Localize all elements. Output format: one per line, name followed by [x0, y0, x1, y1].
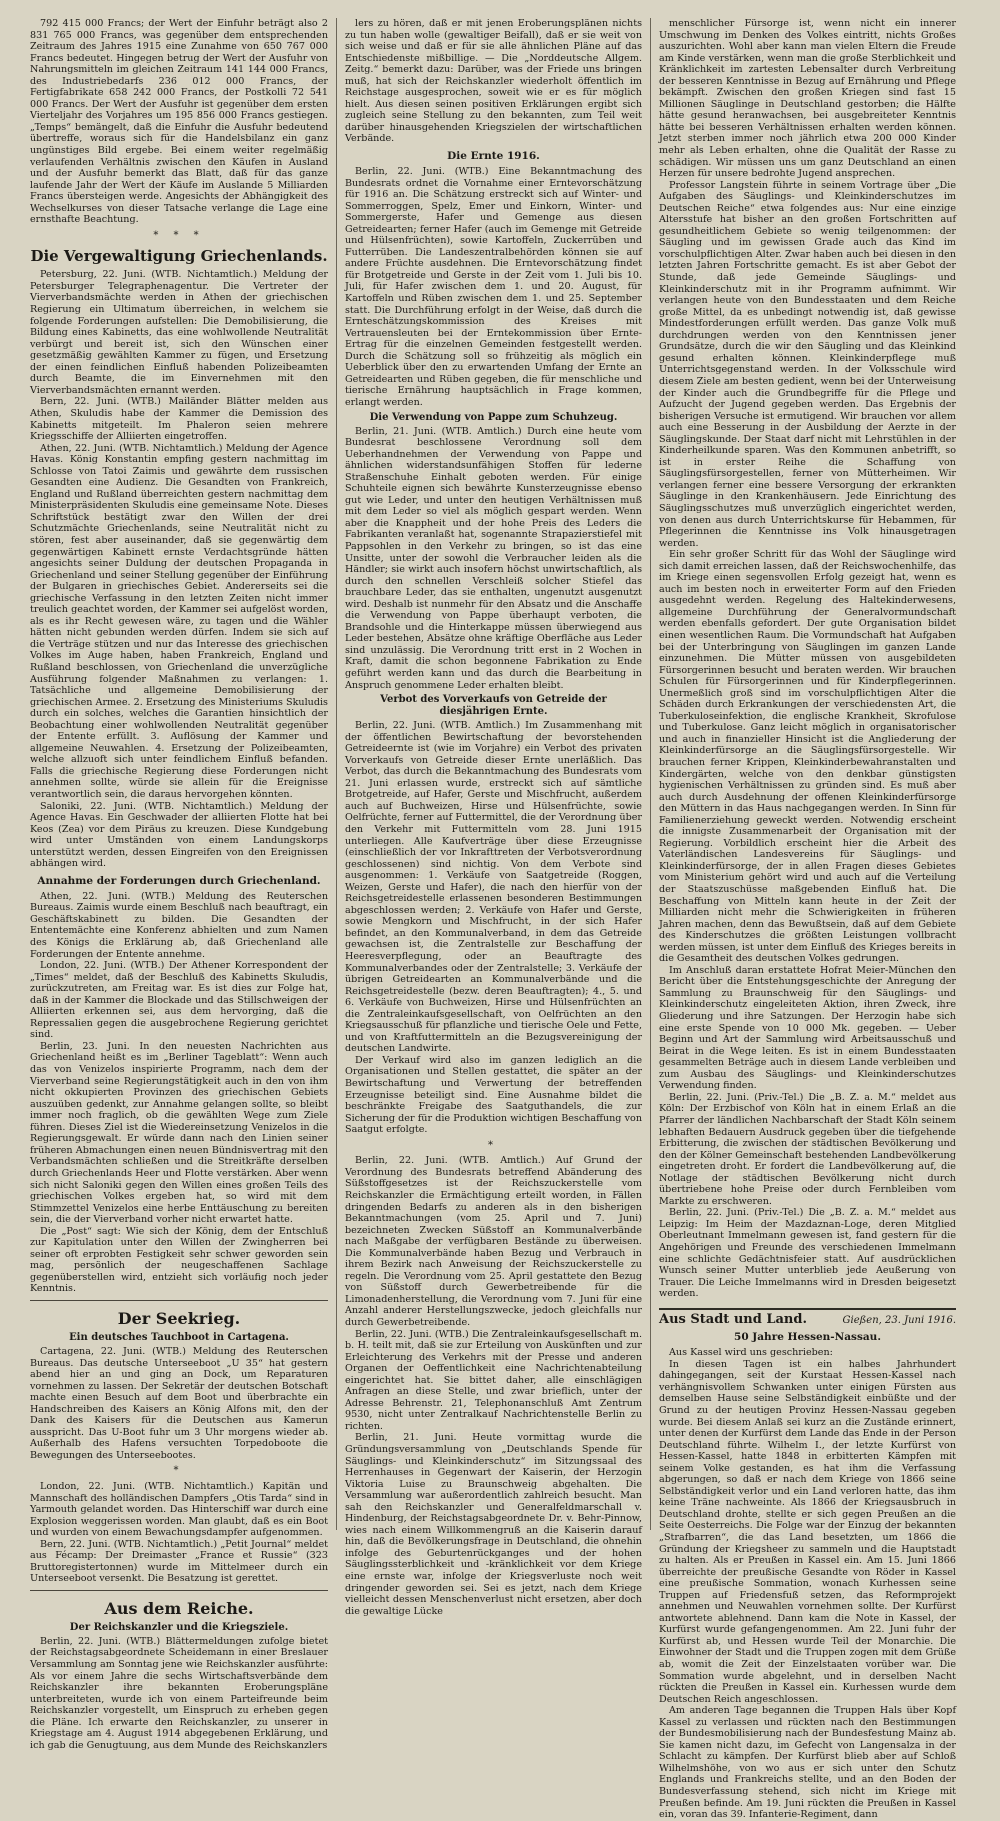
column-3 [650, 18, 964, 1821]
article-text: Athen, 22. Juni. (WTB. Nichtamtlich.) Meldung der Agence Havas. König Konstantin empfing gestern nachmittag im Schlosse von Tatoi Zaimis und gewährte dem russischen Gesandten eine Audienz. Die Gesandten von Frankreich, England und Rußland überreichten gestern nachmittag dem Ministerpräsidenten Skuludis eine gemeinsame Note. Dieses Schriftstück bestätigt zwar den Willen der drei Schutzmächte Griechenlands, seine Neutralität nicht zu stören, fest aber auseinander, daß sie gegenwärtig dem gegenwärtigen Kabinett ernste Verdachtsgründe hätten angesichts seiner Duldung der deutschen Propaganda in Griechenland und seiner Stellung gegenüber der Einführung der Bulgaren in griechisches Gebiet. Andererseits sei die griechische Verfassung in den letzten Zeiten nicht immer treulich geachtet worden, der Kammer sei aufgelöst worden, als es ihr Recht gewesen wäre, zu tagen und die Wähler hätten nicht gebunden werden dürfen. Indem sie sich auf die Verträge stützen und nur das Interesse des griechischen Volkes im Auge haben, haben Frankreich, England und Rußland beschlossen, von Griechenland die unverzügliche Ausführung folgender Maßnahmen zu verlangen: 1. Tatsächliche und allgemeine Demobilisierung der griechischen Armee. 2. Ersetzung des Ministeriums Skuludis durch ein solches, welches die Garantien hinsichtlich der Beobachtung einer wohlwollenden Neutralität gegenüber der Entente erfüllt. 3. Auflösung der Kammer und allgemeine Neuwahlen. 4. Ersetzung der Polizeibeamten, welche allzuoft sich unter feindlichem Einfluß befanden. Falls die griechische Regierung diese Forderungen nicht annehmen sollte, würde sie allein für die Ereignisse verantwortlich sein, die daraus hervorgehen könnten. [30, 442, 328, 800]
headline: 50 Jahre Hessen-Nassau. [734, 1331, 881, 1344]
article-text: London, 22. Juni. (WTB. Nichtamtlich.) Kapitän und Mannschaft des holländischen Dampfers „Otis Tarda“ sind in Yarmouth gelandet worden. Das Hinterschiff war durch eine Explosion weggerissen worden. Man glaubt, daß es ein Boot und wurden von einem Bewachungsdampfer aufgenommen. [30, 1480, 328, 1539]
article-text: Berlin, 22. Juni. (WTB. Amtlich.) Auf Grund der Verordnung des Bundesrats betreffend Abänderung des Süßstoffgesetzes ist der Reichszuckerstelle vom Reichskanzler die Ermächtigung erteilt worden, in Fällen dringenden Bedarfs zu anderen als in den bisherigen Bekanntmachungen (vom 25. April und 7. Juni) bezeichneten Zwecken Süßstoff an Kommunalverbände nach Maßgabe der verfügbaren Bestände zu überweisen. Die Kommunalverbände haben Bezug und Verbrauch in ihrem Bezirk nach Anweisung der Reichszuckerstelle zu regeln. Die Verordnung vom 25. April gestattete den Bezug von Süßstoff durch Gewerbetreibende für die Limonadenherstellung, die Verordnung vom 7. Juni für eine Anzahl anderer Herstellungszwecke, jedoch gleichfalls nur durch Gewerbetreibende. [345, 1155, 642, 1328]
section-separator: * [173, 1465, 185, 1477]
article-text: 792 415 000 Francs; der Wert der Einfuhr beträgt also 2 831 765 000 Francs, was gegenüber dem entsprechenden Zeitraum des Jahres 1915 eine Zunahme von 650 767 000 Francs bedeutet. Hingegen betrug der Wert der Ausfuhr von Nahrungsmitteln im gleichen Zeitraum 141 144 000 Francs, des Industriebedarfs 236 012 000 Francs, der Fertigfabrikate 658 242 000 Francs, der Postkolli 72 541 000 Francs. Der Wert der Ausfuhr ist gegenüber dem ersten Vierteljahr des Vorjahres um 195 856 000 Francs gestiegen. „Temps“ bemängelt, daß die Einfuhr die Ausfuhr bedeutend übertreffe, woraus sich für die Handelsbilanz ein ganz ungünstiges Bild ergebe. Bei einem weiter regelmäßig verlaufenden Verhältnis zwischen den Käufen in Ausland und der Ausfuhr bemerkt das Blatt, daß für das ganze laufende Jahr der Wert der Käufe im Auslande 5 Milliarden Francs übersteigen werde. Angesichts der Abhängigkeit des Wechselkurses von dieser Tatsache verlange die Lage eine ernsthafte Beachtung. [30, 18, 328, 226]
article-text: Berlin, 22. Juni. (WTB. Amtlich.) Im Zusammenhang mit der öffentlichen Bewirtschaftung der bevorstehenden Getreideernte ist (wie im Vorjahre) ein Verbot des privaten Vorverkaufs von Getreide dieser Ernte unerläßlich. Das Verbot, das durch die Bekanntmachung des Bundesrats vom 21. Juni erlassen wurde, erstreckt sich auf sämtliche Brotgetreide, auf Hafer, Gerste und Mischfrucht, außerdem auch auf Buchweizen, Hirse und Hülsenfrüchte, sowie Oelfrüchte, ferner auf Futtermittel, die der Verordnung über den Verkehr mit Futtermitteln vom 28. Juni 1915 unterliegen. Alle Kaufverträge über diese Erzeugnisse (einschließlich der vor Inkrafttreten der Verbotsverordnung geschlossenen) sind nichtig. Von dem Verbote sind ausgenommen: 1. Verkäufe von Saatgetreide (Roggen, Weizen, Gerste und Hafer), die nach den hierfür von der Reichsgetreidestelle erlassenen besonderen Bestimmungen abgeschlossen werden; 2. Verkäufe von Hafer und Gerste, sowie Mengkorn und Mischfrucht, in der sich Hafer befindet, an den Kommunalverband, in dem das Getreide gewachsen ist, die Zentralstelle zur Beschaffung der Heeresverpflegung, oder an Beauftragte des Kommunalverbandes oder der Zentralstelle; 3. Verkäufe der übrigen Getreidearten an Kommunalverbände und die Reichsgetreidestelle (bezw. deren Beauftragten); 4., 5. und 6. Verkäufe von Buchweizen, Hirse und Hülsenfrüchten an die Zentraleinkaufsgesellschaft, von Oelfrüchten an den Kriegsausschuß für pflanzliche und tierische Oele und Fette, und von Kraftfuttermitteln an die Bezugsvereinigung der deutschen Landwirte. [345, 720, 642, 1055]
article-text: Berlin, 22. Juni. (Priv.-Tel.) Die „B. Z. a. M.“ meldet aus Leipzig: Im Heim der Mazdaznan-Loge, deren Mitglied Oberleutnant Immelmann gewesen ist, fand gestern für die Angehörigen und Freunde des verschiedenen Immelmann eine schlichte Gedächtnisfeier statt. Auf ausdrücklichen Wunsch seiner Mutter unterblieb jede Aeußerung von Trauer. Die Leiche Immelmanns wird in Dresden beigesetzt werden. [659, 1207, 956, 1300]
section-header [659, 1311, 956, 1327]
article-text: Professor Langstein führte in seinem Vortrage über „Die Aufgaben des Säuglings- und Kleinkinderschutzes im Deutschen Reiche“ etwa folgendes aus: Nur eine einzige Altersstufe hat bisher an den großen Fortschritten auf gesundheitlichem Gebiete so wenig teilgenommen: der Säugling und im gewissen Grade auch das Kind im vorschulpflichtigen Alter. Zwar haben auch bei diesen in den letzten Jahren Fortschritte gemacht. Es ist aber Gebot der Stunde, daß jede Gemeinde Säuglings- und Kleinkinderschutz mit in ihr Programm aufnimmt. Wir verlangen heute von den Bundesstaaten und dem Reiche große Mittel, da es unbedingt notwendig ist, daß gewisse Mindestforderungen erfüllt werden. Das ganze Volk muß durchdrungen werden von den Kenntnissen jener Grundsätze, durch die wir den Säugling und das Kleinkind gesund erhalten können. Kleinkinderpflege muß Unterrichtsgegenstand werden. In der Volksschule wird diesem Ziele am besten gedient, wenn bei der Unterweisung der Kinder auch die Grundbegriffe für die Pflege und Aufzucht der Jugend gegeben werden. Das Ergebnis der bisherigen Versuche ist ermutigend. Wir brauchen vor allem auch eine Besserung in der Ausbildung der Aerzte in der Säuglingskunde. Der Staat darf nicht mit Lehrstühlen in der Kinderheilkunde sparen. Was den Kommunen anbetrifft, so ist in erster Reihe die Schaffung von Säuglingsfürsorgestellen, ferner von Mütterheimen. Wir verlangen ferner eine bessere Versorgung der erkrankten Säuglinge in den Krankenhäusern. Jede Einrichtung des Säuglingsschutzes muß unverzüglich eingerichtet werden, von denen aus durch Unterrichtskurse für Hebammen, für Pflegerinnen die Kenntnisse ins Volk hinausgetragen werden. [659, 179, 956, 549]
article-text: Berlin, 22. Juni. (WTB.) Blättermeldungen zufolge bietet der Reichstagsabgeordnete Scheidemann in einer Breslauer Versammlung am Sonntag jene wie Reichskanzler ausführte: Als vor einem Jahre die sechs Wirtschaftsverbände dem Reichskanzler ihre bekannten Eroberungspläne unterbreiteten, wurde ich von einem Parteifreunde beim Reichskanzler vorgestellt, um Einspruch zu erheben gegen die Pläne. Ich erwarte den Reichskanzler, zu unserer in Kriegstage am 4. August 1914 abgegebenen Erklärung, und ich gab die Genugtuung, aus dem Munde des Reichskanzlers [30, 1635, 328, 1751]
article-text: Berlin, 21. Juni. Heute vormittag wurde die Gründungsversammlung von „Deutschlands Spende für Säuglings- und Kleinkinderschutz“ im Sitzungssaal des Herrenhauses in Gegenwart der Kaiserin, der Herzogin Viktoria Luise zu Braunschweig abgehalten. Die Versammlung war außerordentlich zahlreich besucht. Man sah den Reichskanzler und Generalfeldmarschall v. Hindenburg, der Reichstagsabgeordnete Dr. v. Behr-Pinnow, wies nach einem Willkommengruß an die Kaiserin darauf hin, daß die Bevölkerungsfrage in Deutschland, die ohnehin infolge des Geburtenrückganges und der hohen Säuglingssterblichkeit und -kränklichkeit vor dem Kriege eine ernste war, infolge der Kriegsverluste noch weit dringender geworden sei. Sei es jetzt, nach dem Kriege vielleicht dessen Menschenverlust nicht ersetzen, aber doch die gewaltige Lücke [345, 1432, 642, 1617]
article-text: Berlin, 22. Juni. (Priv.-Tel.) Die „B. Z. a. M.“ meldet aus Köln: Der Erzbischof von Köln hat in einem Erlaß an die Pfarrer der ländlichen Nachbarschaft der Stadt Köln seinem lebhaften Bedauern Ausdruck gegeben über die tiefgehende Erbitterung, die zwischen der städtischen Bevölkerung und den der Kölner Gemeinschaft bestehenden Landbevölkerung eingetreten droht. Er fordert die Landbevölkerung auf, die Notlage der städtischen Bevölkerung nicht durch übertriebene hohe Preise oder durch Fernbleiben vom Markte zu erschweren. [659, 1091, 956, 1207]
article-text: Berlin, 22. Juni. (WTB.) Die Zentraleinkaufsgesellschaft m. b. H. teilt mit, daß sie zur Erteilung von Auskünften und zur Erleichterung des Verkehrs mit der Presse und anderen Organen der Oeffentlichkeit eine Nachrichtenabteilung eingerichtet hat. Sie bittet daher, alle einschlägigen Anfragen an diese Stelle, und zwar brieflich, unter der Adresse Behrenstr. 21, Telephonanschluß Amt Zentrum 9530, nicht unter Zentralkauf Nachrichtenstelle Berlin zu richten. [345, 1328, 642, 1432]
dateline: Gießen, 23. Juni 1916. [842, 1314, 956, 1326]
article-text: In diesen Tagen ist ein halbes Jahrhundert dahingegangen, seit der Kurstaat Hessen-Kassel nach verhängnisvollem Schwanken unter einigen Fürsten aus demselben Hause seine Selbständigkeit einbüßte und der Grund zu der heutigen Provinz Hessen-Nassau gegeben wurde. Bei diesem Anlaß sei kurz an die Zustände erinnert, unter denen der Kurfürst dem Lande das Ende in der Person Deutschland führte. Wilhelm I., der letzte Kurfürst von Hessen-Kassel, hatte 1848 in erbitterten Kämpfen mit seinem Volke gestanden, es hat ihm die Verfassung abgerungen, so daß er nach dem Kriege von 1866 seine Selbständigkeit verlor und ein Land verloren hatte, das ihm keine Träne nachweinte. Als 1866 der Kriegsausbruch in Deutschland drohte, stellte er sich gegen Preußen an die Seite Oesterreichs. Die Folge war der Einzug der bekannten „Strafbarren“, die das Land besetzten, um 1866 die Gründung der Kriegsheer zu sammeln und die Hauptstadt zu halten. Als er Preußen in Kassel ein. Am 15. Juni 1866 überreichte der preußische Gesandte von Röder in Kassel eine preußische Sommation, wonach Kurhessen seine Truppen auf Friedensfuß setzen, das Reformprojekt annehmen und Neuwahlen vornehmen sollte. Der Kurfürst antwortete ablehnend. Dann kam die Note in Kassel, der Kurfürst wurde gefangengenommen. Am 22. Juni fuhr der Kurfürst ab, und Hessen wurde Teil der Monarchie. Die Einwohner der Stadt und die Truppen zogen mit dem Grüße ab, womit die Zeit der Einzelstaaten vorüber war. Die Sommation wurde abgelehnt, und in derselben Nacht rückten die Preußen in Kassel ein. Kurhessen wurde dem Deutschen Reich angeschlossen. [659, 1358, 956, 1705]
subheadline: Ein deutsches Tauchboot in Cartagena. [69, 1331, 289, 1343]
article-text: Bern, 22. Juni. (WTB.) Mailänder Blätter melden aus Athen, Skuludis habe der Kammer die Demission des Kabinetts mitgeteilt. Im Phaleron seien mehrere Kriegsschiffe der Alliierten eingetroffen. [30, 396, 328, 443]
article-text: Berlin, 21. Juni. (WTB. Amtlich.) Durch eine heute vom Bundesrat beschlossene Verordnung soll dem Ueberhandnehmen der Verwendung von Pappe und ähnlichen widerstandsunfähigen Stoffen für lederne Straßenschuhe Einhalt geboten werden. Für einige Schuhteile eignen sich bewährte Kunsterzeugnisse ebenso gut wie Leder, und unter den heutigen Verhältnissen muß mit dem Leder so viel als möglich gespart werden. Wenn aber die Knappheit und der hohe Preis des Leders die Fabrikanten veranlaßt hat, sogenannte Strapazierstiefel mit Pappsohlen in den Verkehr zu bringen, so ist das eine Unsitte, unter der sowohl die Verbraucher leiden als die Händler; sie wirkt auch insofern höchst unwirtschaftlich, als durch den schnellen Verschleiß solcher Stiefel das brauchbare Leder, das sie enthalten, ungenutzt ausgenutzt wird. Deshalb ist nunmehr für den Absatz und die Anschaffe die Verwendung von Pappe überhaupt verboten, die Brandsohle und die Hinterkappe müssen überwiegend aus Leder bestehen, Absätze ohne kräftige Oberfläche aus Leder sind unzulässig. Die Verordnung tritt erst in 2 Wochen in Kraft, damit die schon begonnene Fabrikation zu Ende geführt werden kann und das durch die Bearbeitung in Anspruch genommene Leder erhalten bleibt. [345, 425, 642, 691]
section-title: Aus Stadt und Land. [659, 1311, 807, 1327]
subheadline: Die Verwendung von Pappe zum Schuhzeug. [369, 411, 618, 423]
section-separator: * [488, 1139, 499, 1151]
article-text: Im Anschluß daran erstattete Hofrat Meier-München den Bericht über die Entstehungsgeschichte der Anregung der Sammlung zu Braunschweig für den Säuglings- und Kleinkinderschutz eingeleiteten Aktion, ihren Zweck, ihre Gliederung und ihre Satzungen. Der Herzogin habe sich eine erste Spende von 10 000 Mk. gegeben. — Ueber Beginn und Art der Sammlung wird Arbeitsausschuß und Beirat in die Wege leiten. Es ist in einem Bundesstaaten gesammelten Beträge auch in diesem Lande verbleiben und zum Ausbau des Säuglings- und Kleinkinderschutzes Verwendung finden. [659, 964, 956, 1092]
headline: Die Vergewaltigung Griechenlands. [30, 247, 328, 266]
article-text: Berlin, 23. Juni. In den neuesten Nachrichten aus Griechenland heißt es im „Berliner Tageblatt“: Wenn auch das von Venizelos inspirierte Programm, nach dem der Vierverband seine Regierungstätigkeit auch in den von ihm nicht okkupierten Provinzen des griechischen Gebiets auszuüben gedenkt, zur Annahme gelangen sollte, so bleibt immer noch fraglich, ob die gewählten Wege zum Ziele führen. Dieses Ziel ist die Wiedereinsetzung Venizelos in die Regierungsgewalt. Er würde dann nach den Linien seiner früheren Abmachungen einen neuen Bündnisvertrag mit den Verbandsmächten schließen und die Streitkräfte derselben durch Griechenlands Heer und Flotte verstärken. Aber wenn sich nicht Saloniki gegen den Willen eines großen Teils des griechischen Volkes ergeben hat, so wird mit dem Stimmzettel Venizelos eine herbe Enttäuschung zu bereiten sein, die der Vierverband vorher nicht erwartet hatte. [30, 1040, 328, 1226]
column-2 [336, 18, 650, 1617]
section-headline: Der Seekrieg. [117, 1308, 241, 1328]
article-text: London, 22. Juni. (WTB.) Der Athener Korrespondent der „Times“ meldet, daß der Beschluß des Kabinetts Skuludis, zurückzutreten, am Freitag war. Es ist dies zur Folge hat, daß in der Kammer die Blockade und das Stillschweigen der Alliierten erkennen sei, aus dem hervorging, daß die Repressalien gegen die ausgebrochene Regierung gerichtet sind. [30, 960, 328, 1041]
divider [30, 1590, 328, 1591]
article-text: Ein sehr großer Schritt für das Wohl der Säuglinge wird sich damit erreichen lassen, daß der Reichswochenhilfe, das im Kriege einen segensvollen Erfolg gezeigt hat, wenn es auch im besten noch in erweiterter Form auf den Frieden ausgedehnt werden. Regelung des Haltekinderwesens, allgemeine Durchführung der Generalvormundschaft werden ebenfalls gefordert. Der gute Organisation bildet einen wesentlichen Raum. Die Vormundschaft hat Aufgaben bei der Unterbringung von Säuglingen im ganzen Lande einzunehmen. Die Mütter müssen von ausgebildeten Fürsorgerinnen besucht und beraten werden. Wir brauchen Schulen für Fürsorgerinnen und für Kinderpflegerinnen. Unermeßlich groß sind im vorschulpflichtigen Alter die Schäden durch Erkrankungen der verschiedensten Art, die Tuberkuloseinfektion, die englische Krankheit, Skrofulose und Tuberkulose. Ganz leicht möglich in organisatorischer und auch in finanzieller Hinsicht ist die Angliederung der Kleinkinderfürsorge an die Säuglingsfürsorgestelle. Wir brauchen ferner Krippen, Kleinkinderbewahranstalten und Kindergärten, welche von den denkbar günstigsten hygienischen Verhältnissen zu gründen sind. Es muß aber auch durch Ausdehnung der offenen Kleinkinderfürsorge den Müttern in das Haus nachgegangen werden. In Sinn für Familienerziehung geweckt werden. Notwendig erscheint die innigste Zusammenarbeit der Organisation mit der Regierung. Vorbildlich erscheint hier die Arbeit des Vaterländischen Landesvereins für Säuglings- und Kleinkinderfürsorge, der in allen Fragen dieses Gebietes vom Ministerium gehört wird und auch auf die Verteilung der Staatszuschüsse maßgebenden Einfluß hat. Die Beschaffung von Mitteln kann heute in der Zeit der Milliarden nicht mehr die Schwierigkeiten in früheren Jahren machen, denn das Bewußtsein, daß auf dem Gebiete des Kinderschutzes die größten Leistungen vollbracht werden müssen, ist unter dem Einfluß des Krieges bereits in die Gesamtheit des deutschen Volkes gedrungen. [659, 549, 956, 965]
article-text: Am anderen Tage begannen die Truppen Hals über Kopf Kassel zu verlassen und rückten nach den Bestimmungen der Bundesmobilisierung nach der Bundesfestung Mainz ab. Sie kamen nicht dazu, im Gefecht von Langensalza in der Schlacht zu kämpfen. Der Kurfürst blieb aber auf Schloß Wilhelmshöhe, von wo aus er sich unter den Schutz Englands und Frankreichs stellte, und an den Boden der Bundesverfassung stehend, sich nicht im Kriege mit Preußen befinde. Am 19. Juni rückten die Preußen in Kassel ein, voran das 39. Infanterie-Regiment, dann [659, 1705, 956, 1821]
column-1 [22, 18, 336, 1751]
divider [659, 1308, 956, 1310]
article-text: Cartagena, 22. Juni. (WTB.) Meldung des Reuterschen Bureaus. Das deutsche Unterseeboot „U 35“ hat gestern abend hier an und ging an Dock, um Reparaturen vornehmen zu lassen. Der Sekretär der deutschen Botschaft machte einen Besuch auf dem Boot und überbrachte ein Handschreiben des Kaisers an König Alfons mit, den der Dank des Kaisers für die Deutschen aus Kamerun ausspricht. Das U-Boot fuhr um 3 Uhr morgens wieder ab. Außerhalb des Hafens versuchten Torpedoboote die Bewegungen des Unterseebootes. [30, 1345, 328, 1461]
article-text: Die „Post“ sagt: Wie sich der König, dem der Entschluß zur Kapitulation unter den Willen der Zwingherren bei seiner oft erprobten Festigkeit sehr schwer geworden sein mag, persönlich der neugeschaffenen Sachlage gegenüberstellen wird, entzieht sich vorläufig noch jeder Kenntnis. [30, 1225, 328, 1295]
article-text: lers zu hören, daß er mit jenen Eroberungsplänen nichts zu tun haben wolle (gewaltiger Beifall), daß er sie weit von sich weise und daß er für sie alle ähnlichen Pläne auf das Entschiedenste mißbillige. — Die „Norddeutsche Allgem. Zeitg.“ bemerkt dazu: Darüber, was der Friede uns bringen muß, hat sich der Reichskanzler wiederholt öffentlich im Reichstage ausgesprochen, soweit wie er es für möglich hielt. Aus diesen seinen positiven Erklärungen ergibt sich zugleich seine Stellung zu den bekannten, zum Teil weit darüber hinausgehenden Kriegszielen der wirtschaftlichen Verbände. [345, 18, 642, 145]
section-headline: Aus dem Reiche. [104, 1598, 254, 1618]
article-text: Saloniki, 22. Juni. (WTB. Nichtamtlich.) Meldung der Agence Havas. Ein Geschwader der alliierten Flotte hat bei Keos (Zea) vor dem Piräus zu kreuzen. Diese Kundgebung wird unter Umständen von einem Landungskorps unterstützt werden, dessen Eingreifen von den Ereignissen abhängen wird. [30, 800, 328, 870]
divider [30, 1300, 328, 1301]
article-text: Aus Kassel wird uns geschrieben: [669, 1347, 833, 1359]
subheadline: Verbot des Vorverkaufs von Getreide der diesjährigen Ernte. [380, 694, 607, 718]
article-text: Berlin, 22. Juni. (WTB.) Eine Bekanntmachung des Bundesrats ordnet die Vornahme einer Erntevorschätzung für 1916 an. Die Schätzung erstreckt sich auf Winter- und Sommerroggen, Spelz, Emer und Einkorn, Winter- und Sommergerste, Hafer und Gemenge aus diesen Getreidearten; ferner Hafer (auch im Gemenge mit Getreide und Hülsenfrüchten), sowie Kartoffeln, Zuckerrüben und Futterrüben. Die Landeszentralbehörden können sie auf andere Früchte ausdehnen. Die Erntevorschätzung findet für Brotgetreide und Gerste in der Zeit vom 1. Juli bis 10. Juli, für Hafer zwischen dem 1. und 20. August, für Kartoffeln und Rüben zwischen dem 1. und 25. September statt. Die Durchführung erfolgt in der Weise, daß durch die Ernteschätzungskommission des Kreises mit Vertrauensleuten bei der Erntekommission über Ernte-Ertrag für die einzelnen Gemeinden festgestellt werden. Durch die Schätzung soll so frühzeitig als möglich ein Ueberblick über den zu erwartenden Umfang der Ernte an Getreidearten und Rüben gegeben, die für menschliche und tierische Ernährung hauptsächlich in Frage kommen, erlangt werden. [345, 166, 642, 408]
article-text: Der Verkauf wird also im ganzen lediglich an die Organisationen und Stellen gestattet, die später an der Bewirtschaftung und Verwertung der betreffenden Erzeugnisse beteiligt sind. Eine Ausnahme bildet die beschränkte Freigabe des Saatguthandels, die zur Sicherung der für die Produktion wichtigen Beschaffung von Saatgut erfolgte. [345, 1054, 642, 1136]
article-text: Bern, 22. Juni. (WTB. Nichtamtlich.) „Petit Journal“ meldet aus Fécamp: Der Dreimaster „France et Russie“ (323 Bruttoregistertonnen) wurde im Mittelmeer durch ein Unterseeboot versenkt. Die Besatzung ist gerettet. [30, 1538, 328, 1585]
section-separator: * * * [153, 229, 205, 241]
subheadline: Der Reichskanzler und die Kriegsziele. [69, 1621, 289, 1633]
article-text: Petersburg, 22. Juni. (WTB. Nichtamtlich.) Meldung der Petersburger Telegraphenagentur. Die Vertreter der Vierverbandsmächte werden in Athen der griechischen Regierung ein Ultimatum überreichen, in welchem sie folgende Forderungen aufstellen: Die Demobilisierung, die Bildung eines Kabinetts, das eine wohlwollende Neutralität verbürgt und bereit ist, sich den Wünschen einer gesetzmäßig gewählten Kammer zu fügen, und Ersetzung der einen feindlichen Einfluß habenden Polizeibeamten durch Beamte, die im Einvernehmen mit den Vierverbandsmächten ernannt werden. [30, 269, 328, 396]
subheadline: Annahme der Forderungen durch Griechenland. [37, 874, 321, 887]
article-text: menschlicher Fürsorge ist, wenn nicht ein innerer Umschwung im Denken des Volkes eintritt, nichts Großes auszurichten. Wohl aber kann man vielen Eltern die Freude am Kinde verstärken, wenn man die große Sterblichkeit und Kränklichkeit im zartesten Lebensalter durch Verbreitung der besseren Kenntnisse in Bezug auf Ernährung und Pflege bekämpft. Zwischen den großen Kriegen sind fast 15 Millionen Säuglinge in Deutschland gestorben; die Hälfte hätte gesund heranwachsen, bei ausgebreiteter Kenntnis hätte bei besseren Verhältnissen erhalten werden können. Jetzt sterben immer noch jährlich etwa 200 000 Kinder mehr als Leben erhalten, ohne die Qualität der Rasse zu schädigen. Wir müssen uns um ganz Deutschland an einen Herzen für unsere bedrohte Jugend ansprechen. [659, 18, 956, 180]
article-text: Athen, 22. Juni. (WTB.) Meldung des Reuterschen Bureaus. Zaimis wurde einem Beschluß nach beauftragt, ein Geschäftskabinett zu bilden. Die Gesandten der Ententemächte eine Konferenz abhielten und zum Namen des Königs die Erklärung ab, daß Griechenland alle Forderungen der Entente annehme. [30, 890, 328, 960]
headline: Die Ernte 1916. [447, 150, 540, 163]
